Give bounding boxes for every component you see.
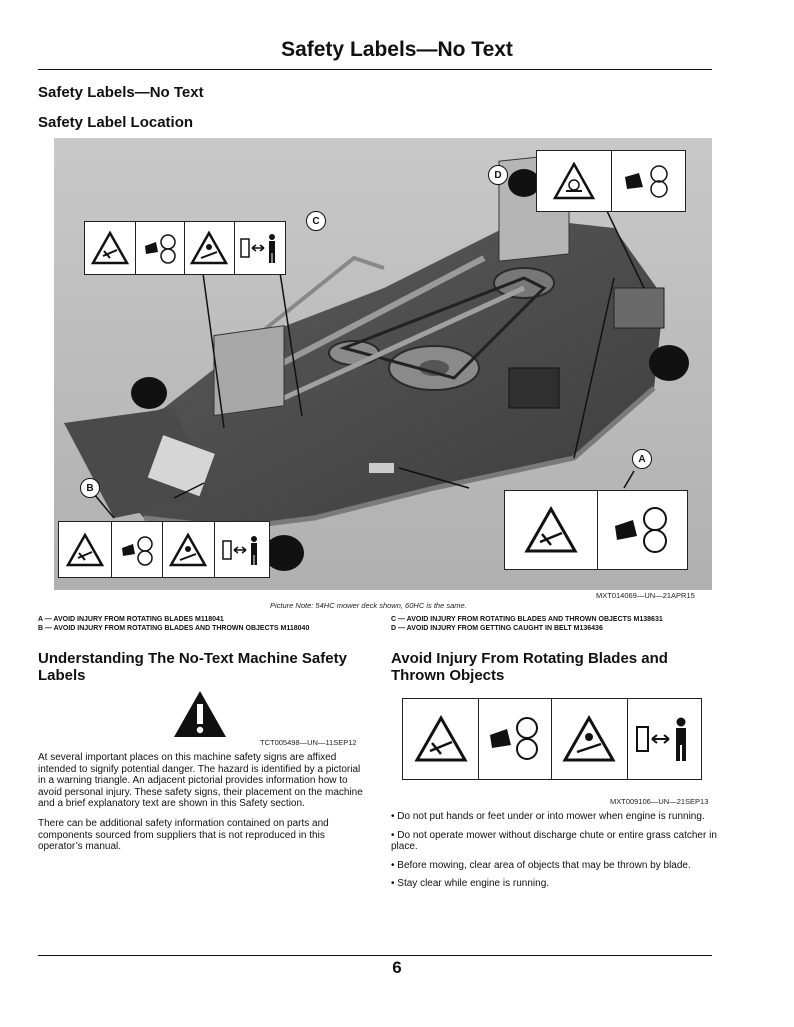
mower-deck-figure xyxy=(54,138,712,590)
list-item: • Before mowing, clear area of objects that may be thrown by blade. xyxy=(391,859,691,871)
thrown-objects-icon xyxy=(185,222,236,274)
section-heading: Safety Labels—No Text xyxy=(38,84,204,101)
thrown-objects-icon xyxy=(552,699,628,779)
picture-note: Picture Note: 54HC mower deck shown, 60HC is the same. xyxy=(270,601,467,610)
left-paragraph-1: At several important places on this machine safety signs are affixed intended to signify potential danger. The hazard is identified by a pictorial in a warning triangle. An adjacent pictorial provides information how to avoid personal injury. These safety signs, their placement on the machine and a brief explanatory text are shown in this Safety section. xyxy=(38,752,363,809)
safety-label-rotating-blades xyxy=(402,698,702,780)
thrown-objects-icon xyxy=(163,522,216,577)
safety-bullet-list xyxy=(391,811,721,897)
list-item: • Do not put hands or feet under or into mower when engine is running. xyxy=(391,811,705,822)
left-section-heading: Understanding The No-Text Machine Safety Labels xyxy=(38,650,347,684)
keep-distance-icon xyxy=(215,522,269,577)
rotating-blade-icon xyxy=(136,222,185,274)
safety-label-b xyxy=(58,521,270,578)
callout-a: A xyxy=(632,449,652,469)
warning-triangle-icon xyxy=(505,491,598,569)
belt-entanglement-icon xyxy=(537,151,612,211)
warning-triangle-icon xyxy=(85,222,136,274)
warning-triangle-icon xyxy=(403,699,479,779)
keep-distance-icon xyxy=(235,222,285,274)
page-number: 6 xyxy=(392,958,402,977)
safety-label-d xyxy=(536,150,686,212)
right-section-heading: Avoid Injury From Rotating Blades and Thrown Objects xyxy=(391,650,668,684)
page-title: Safety Labels—No Text xyxy=(281,38,513,61)
list-item: • Stay clear while engine is running. xyxy=(391,878,550,889)
legend-item-a: A — AVOID INJURY FROM ROTATING BLADES M118041 xyxy=(38,616,224,623)
legend-item-c: C — AVOID INJURY FROM ROTATING BLADES AND THROWN OBJECTS M138631 xyxy=(391,616,663,623)
warning-triangle-icon xyxy=(59,522,112,577)
figure-ref-code: MXT014069—UN—21APR15 xyxy=(596,591,695,600)
safety-label-a xyxy=(504,490,688,570)
callout-d: D xyxy=(488,165,508,185)
section-subheading: Safety Label Location xyxy=(38,114,194,131)
rotating-blade-icon xyxy=(479,699,551,779)
callout-b: B xyxy=(80,478,100,498)
legend-item-b: B — AVOID INJURY FROM ROTATING BLADES AND THROWN OBJECTS M118040 xyxy=(38,625,310,632)
legend-item-d: D — AVOID INJURY FROM GETTING CAUGHT IN BELT M136436 xyxy=(391,625,603,632)
safety-label-c xyxy=(84,221,286,275)
left-paragraph-2: There can be additional safety information contained on parts and components sourced from suppliers that is not reproduced in this operator’s manual. xyxy=(38,818,329,852)
callout-c: C xyxy=(306,211,326,231)
list-item: • Do not operate mower without discharge chute or entire grass catcher in place. xyxy=(391,829,717,852)
rotating-blade-icon xyxy=(598,491,688,569)
rotating-blade-icon xyxy=(112,522,163,577)
warning-triangle-icon xyxy=(172,689,228,744)
keep-distance-icon xyxy=(628,699,701,779)
left-ref-code: TCT005498—UN—11SEP12 xyxy=(260,738,357,747)
hand-injury-icon xyxy=(612,151,686,211)
footer-rule xyxy=(38,955,712,956)
header-rule xyxy=(38,69,712,70)
right-ref-code: MXT009106—UN—21SEP13 xyxy=(610,797,709,806)
